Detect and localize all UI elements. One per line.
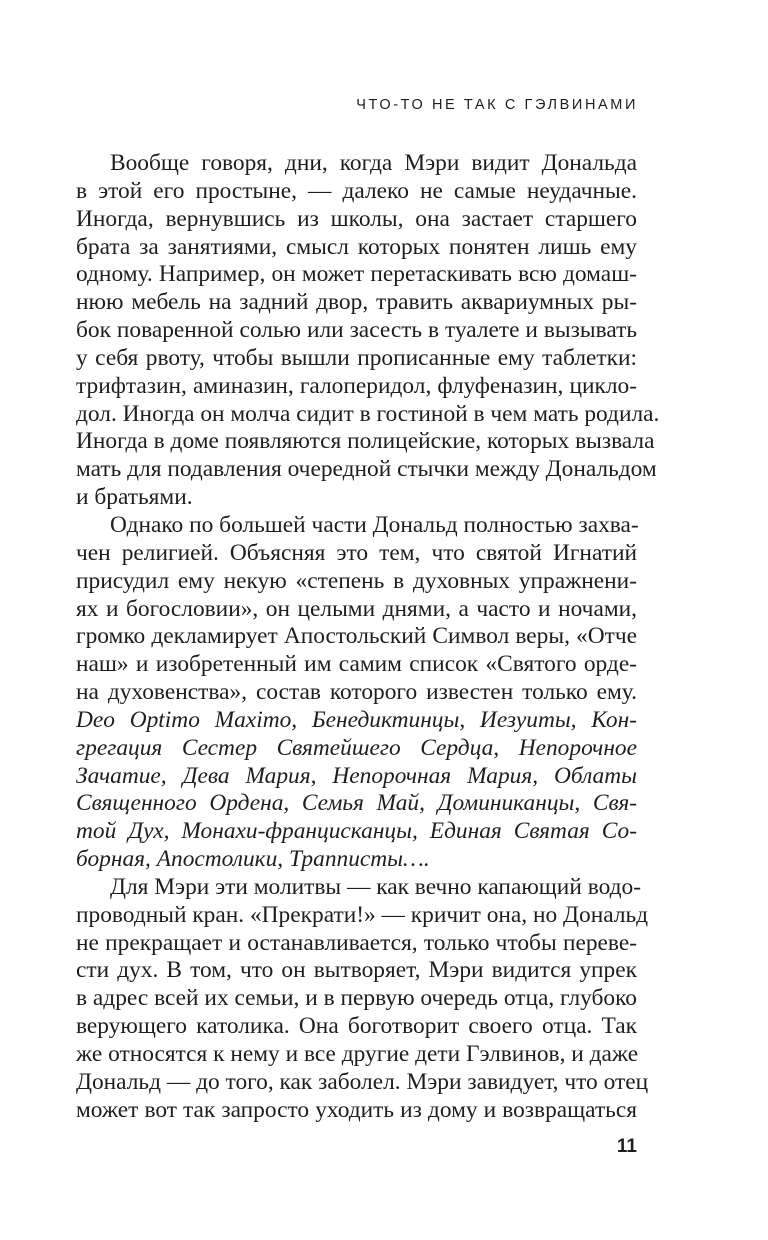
text-line: Священного Ордена, Семья Май, Доминиканцы, Свя- <box>76 790 637 817</box>
text-line: может вот так запросто уходить из дому и возвращаться <box>76 1096 637 1123</box>
text-line: бок поваренной солью или засесть в туалете и вызывать <box>76 317 637 344</box>
text-line: Deo Optimo Maximo, Бенедиктинцы, Иезуиты, Кон- <box>76 706 637 733</box>
text-line: Зачатие, Дева Мария, Непорочная Мария, Облаты <box>76 762 637 789</box>
text-line: не прекращает и останавливается, только чтобы переве- <box>76 929 637 956</box>
text-line: дол. Иногда он молча сидит в гостиной в чем мать родила. <box>76 400 660 427</box>
text-line: Дональд — до того, как заболел. Мэри завидует, что отец <box>76 1068 649 1095</box>
text-line: в адрес всей их семьи, и в первую очередь отца, глубоко <box>76 985 637 1012</box>
text-line: нюю мебель на задний двор, травить аквариумных ры- <box>76 289 637 316</box>
text-line: мать для подавления очередной стычки между Дональдом <box>76 456 657 483</box>
text-line: в этой его простыне, — далеко не самые неудачные. <box>76 177 637 204</box>
text-line: на духовенства», состав которого известен только ему. <box>76 679 637 706</box>
text-line: Однако по большей части Дональд полностью захва- <box>110 511 639 538</box>
text-line: у себя рвоту, чтобы вышли прописанные ему таблетки: <box>76 344 637 371</box>
text-line: присудил ему некую «степень в духовных упражнени- <box>76 567 637 594</box>
text-line: Для Мэри эти молитвы — как вечно капающий водо- <box>110 873 641 900</box>
text-line: громко декламирует Апостольский Символ веры, «Отче <box>76 623 637 650</box>
page-number: 11 <box>616 1136 637 1157</box>
text-line: той Дух, Монахи-францисканцы, Единая Святая Со- <box>76 818 637 845</box>
text-line: одному. Например, он может перетаскивать всю домаш- <box>76 261 637 288</box>
text-line: брата за занятиями, смысл которых понятен лишь ему <box>76 233 637 260</box>
text-line: наш» и изобретенный им самим список «Святого орде- <box>76 651 637 678</box>
text-line: Иногда в доме появляются полицейские, которых вызвала <box>76 428 655 455</box>
running-title: ЧТО-ТО НЕ ТАК С ГЭЛВИНАМИ <box>356 97 638 113</box>
body-text <box>76 150 660 1125</box>
text-line: борная, Апостолики, Трапписты…. <box>76 846 430 873</box>
text-line: Вообще говоря, дни, когда Мэри видит Дональда <box>110 150 637 176</box>
text-line: трифтазин, аминазин, галоперидол, флуфеназин, цикло- <box>76 372 637 399</box>
text-line: чен религией. Объясняя это тем, что святой Игнатий <box>76 539 637 566</box>
text-line: Иногда, вернувшись из школы, она застает старшего <box>76 205 637 232</box>
text-line: сти дух. В том, что он вытворяет, Мэри видится упрек <box>76 957 637 984</box>
text-line: ях и богословии», он целыми днями, а часто и ночами, <box>76 595 637 622</box>
text-line: верующего католика. Она боготворит своего отца. Так <box>76 1013 637 1040</box>
text-line: и братьями. <box>76 484 193 511</box>
text-line: проводный кран. «Прекрати!» — кричит она, но Дональд <box>76 901 649 928</box>
text-line: же относятся к нему и все другие дети Гэлвинов, и даже <box>76 1041 639 1067</box>
text-line: грегация Сестер Святейшего Сердца, Непорочное <box>76 734 637 761</box>
